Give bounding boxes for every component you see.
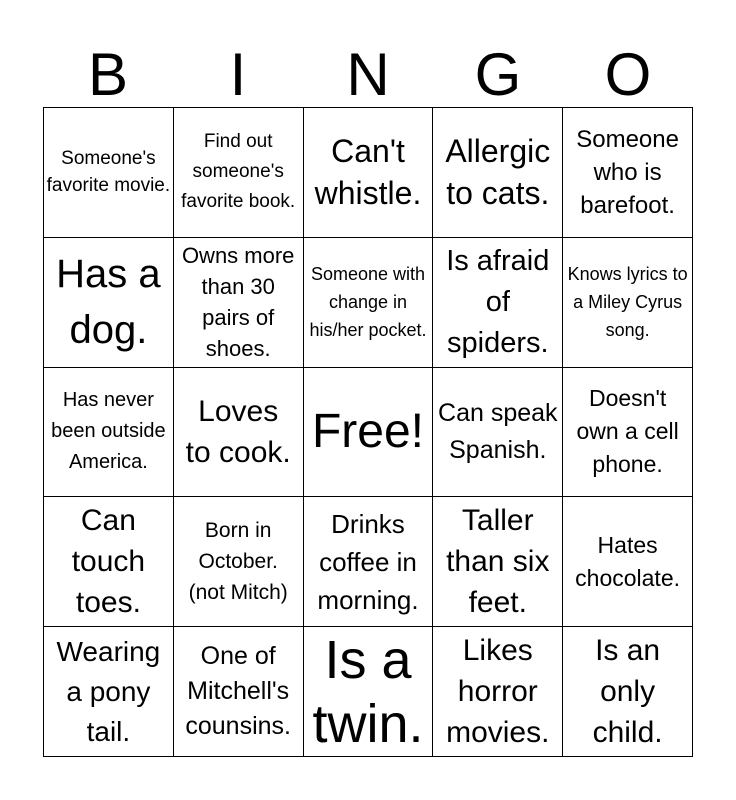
bingo-cell[interactable]: [174, 108, 304, 238]
bingo-cell[interactable]: [433, 238, 563, 368]
free-space-text: Free!: [311, 404, 424, 458]
cell-text: Allergic to cats.: [445, 133, 551, 212]
cell-text: Likes horror movies.: [446, 634, 550, 750]
cell-text: Taller than six feet.: [446, 504, 550, 620]
cell-text: Can speak Spanish.: [438, 398, 558, 464]
bingo-cell[interactable]: [174, 627, 304, 757]
bingo-cell[interactable]: [304, 627, 434, 757]
header-letter-g: G: [474, 41, 522, 108]
bingo-cell[interactable]: [563, 238, 693, 368]
header-letter-b: B: [87, 41, 129, 108]
cell-text: Loves to cook.: [185, 394, 291, 469]
bingo-cell[interactable]: [563, 368, 693, 498]
cell-text: Knows lyrics to a Miley Cyrus song.: [567, 264, 688, 341]
cell-text: Is a twin.: [312, 629, 424, 754]
bingo-cell[interactable]: [44, 368, 174, 498]
header-letter-i: I: [229, 41, 247, 108]
bingo-cell[interactable]: [433, 497, 563, 627]
cell-text: Doesn't own a cell phone.: [576, 385, 679, 478]
bingo-cell[interactable]: [433, 108, 563, 238]
bingo-cell[interactable]: [304, 238, 434, 368]
cell-text: Has a dog.: [56, 252, 161, 353]
cell-text: Someone's favorite movie.: [46, 148, 171, 197]
bingo-cell[interactable]: [44, 627, 174, 757]
bingo-cell[interactable]: [44, 497, 174, 627]
bingo-cell[interactable]: [433, 627, 563, 757]
bingo-cell[interactable]: [304, 368, 434, 498]
cell-text: Is afraid of spiders.: [446, 244, 550, 359]
cell-text: Owns more than 30 pairs of shoes.: [181, 243, 295, 362]
bingo-cell[interactable]: [304, 108, 434, 238]
bingo-cell[interactable]: [433, 368, 563, 498]
bingo-cell[interactable]: [304, 497, 434, 627]
cell-text: Someone with change in his/her pocket.: [309, 264, 427, 341]
cell-text: Born in October. (not Mitch): [188, 519, 288, 605]
cell-text: Can't whistle.: [314, 133, 422, 212]
bingo-header: [43, 42, 693, 108]
cell-text: Drinks coffee in morning.: [317, 508, 419, 615]
header-letter-o: O: [604, 41, 652, 108]
cell-text: Can touch toes.: [71, 504, 146, 620]
cell-text: Has never been outside America.: [51, 389, 166, 474]
cell-text: Hates chocolate.: [575, 531, 681, 591]
bingo-cell[interactable]: [44, 108, 174, 238]
bingo-cell[interactable]: [174, 497, 304, 627]
cell-text: Find out someone's favorite book.: [181, 131, 296, 213]
cell-text: One of Mitchell's counsins.: [185, 642, 291, 741]
bingo-cell[interactable]: [174, 238, 304, 368]
cell-text: Wearing a pony tail.: [56, 635, 161, 747]
bingo-card-grid: [43, 107, 693, 757]
bingo-cell[interactable]: [174, 368, 304, 498]
cell-text: Someone who is barefoot.: [576, 125, 679, 219]
cell-text: Is an only child.: [592, 634, 663, 750]
bingo-cell[interactable]: [563, 108, 693, 238]
bingo-cell[interactable]: [563, 497, 693, 627]
bingo-cell[interactable]: [563, 627, 693, 757]
bingo-cell[interactable]: [44, 238, 174, 368]
header-letter-n: N: [346, 41, 390, 108]
